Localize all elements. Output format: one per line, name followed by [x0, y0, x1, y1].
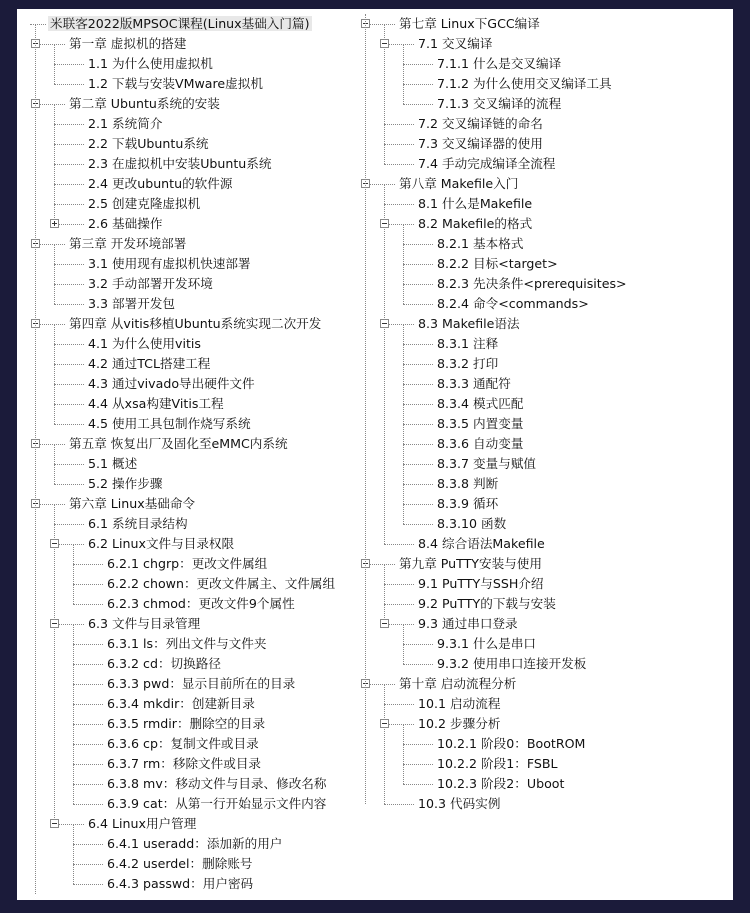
node-label: 10.2.1 阶段0：BootROM [437, 736, 586, 751]
section-node[interactable] [86, 394, 226, 414]
subsection-node[interactable] [435, 234, 525, 254]
node-label: 6.3.6 cp：复制文件或目录 [107, 736, 259, 751]
subsection-node[interactable] [435, 354, 500, 374]
section-node[interactable] [86, 614, 202, 634]
node-label: 4.1 为什么使用vitis [88, 336, 201, 351]
node-label: 8.3.10 函数 [437, 516, 507, 531]
section-node[interactable] [86, 534, 236, 554]
tree-connector [403, 344, 433, 345]
tree-connector [73, 664, 103, 665]
subsection-node[interactable] [435, 74, 614, 94]
tree-connector [403, 644, 433, 645]
tree-connector [73, 764, 103, 765]
section-node[interactable] [416, 114, 545, 134]
section-node[interactable] [86, 514, 190, 534]
node-label: 10.2 步骤分析 [418, 716, 501, 731]
node-label: 3.1 使用现有虚拟机快速部署 [88, 256, 251, 271]
collapse-icon[interactable] [50, 619, 59, 628]
section-node[interactable] [86, 254, 253, 274]
section-node[interactable] [86, 814, 198, 834]
collapse-icon[interactable] [380, 619, 389, 628]
tree-connector [73, 844, 103, 845]
subsection-node[interactable] [435, 634, 538, 654]
node-label: 2.5 创建克隆虚拟机 [88, 196, 201, 211]
subsection-node[interactable] [435, 494, 500, 514]
node-label: 8.2.3 先决条件<prerequisites> [437, 276, 627, 291]
section-node[interactable] [86, 294, 177, 314]
node-label: 6.2 Linux文件与目录权限 [88, 536, 235, 551]
subsection-node[interactable] [435, 334, 500, 354]
tree-root-line [365, 14, 366, 804]
collapse-icon[interactable] [50, 819, 59, 828]
section-node[interactable] [86, 174, 234, 194]
tree-branch-line [54, 244, 55, 304]
section-node[interactable] [416, 154, 557, 174]
section-node[interactable] [416, 314, 522, 334]
chapter-node[interactable] [397, 674, 518, 694]
subsection-node[interactable] [105, 854, 255, 874]
tree-connector [403, 264, 433, 265]
section-node[interactable] [416, 534, 547, 554]
tree-connector [54, 364, 84, 365]
tree-connector [403, 784, 433, 785]
tree-connector [403, 764, 433, 765]
tree-connector [54, 124, 84, 125]
section-node[interactable] [416, 714, 502, 734]
tree-connector [403, 244, 433, 245]
tree-connector [403, 664, 433, 665]
node-label: 6.3.9 cat：从第一行开始显示文件内容 [107, 796, 327, 811]
node-label: 5.2 操作步骤 [88, 476, 163, 491]
node-label: 2.2 下载Ubuntu系统 [88, 136, 209, 151]
section-node[interactable] [416, 574, 545, 594]
node-label: 6.4 Linux用户管理 [88, 816, 197, 831]
node-label: 8.2.1 基本格式 [437, 236, 524, 251]
node-label: 8.3.1 注释 [437, 336, 499, 351]
section-node[interactable] [416, 794, 502, 814]
tree-connector [403, 744, 433, 745]
tree-connector [54, 424, 84, 425]
tree-connector [54, 304, 84, 305]
node-label: 第一章 虚拟机的搭建 [69, 36, 187, 51]
node-label: 6.3.1 ls：列出文件与文件夹 [107, 636, 267, 651]
tree-connector [384, 204, 414, 205]
section-node[interactable] [86, 374, 257, 394]
tree-branch-line [73, 624, 74, 804]
collapse-icon[interactable] [380, 219, 389, 228]
tree-branch-line [403, 724, 404, 784]
node-label: 8.2 Makefile的格式 [418, 216, 533, 231]
tree-connector [403, 384, 433, 385]
node-label: 9.1 PuTTY与SSH介绍 [418, 576, 544, 591]
subsection-node[interactable] [435, 734, 587, 754]
subsection-node[interactable] [435, 454, 538, 474]
tree-branch-line [384, 684, 385, 804]
tree-connector [54, 284, 84, 285]
node-label: 第十章 启动流程分析 [399, 676, 517, 691]
subsection-node[interactable] [435, 54, 563, 74]
section-node[interactable] [416, 194, 534, 214]
tree-connector [403, 424, 433, 425]
tree-connector [403, 304, 433, 305]
tree-connector [384, 144, 414, 145]
subsection-node[interactable] [105, 694, 257, 714]
node-label: 6.1 系统目录结构 [88, 516, 188, 531]
tree-connector [384, 804, 414, 805]
node-label: 2.3 在虚拟机中安装Ubuntu系统 [88, 156, 272, 171]
node-label: 6.2.3 chmod：更改文件9个属性 [107, 596, 295, 611]
tree-root-line [35, 24, 36, 894]
node-label: 9.3 通过串口登录 [418, 616, 518, 631]
tree-connector [54, 144, 84, 145]
node-label: 1.2 下载与安装VMware虚拟机 [88, 76, 263, 91]
tree-connector [73, 644, 103, 645]
tree-connector [54, 344, 84, 345]
node-label: 8.3.5 内置变量 [437, 416, 524, 431]
node-label: 第二章 Ubuntu系统的安装 [69, 96, 220, 111]
node-label: 8.3.9 循环 [437, 496, 499, 511]
node-label: 9.3.2 使用串口连接开发板 [437, 656, 587, 671]
node-label: 7.4 手动完成编译全流程 [418, 156, 556, 171]
subsection-node[interactable] [435, 254, 560, 274]
tree-connector [384, 544, 414, 545]
node-label: 6.4.1 useradd：添加新的用户 [107, 836, 283, 851]
tree-connector [403, 284, 433, 285]
tree-connector [54, 164, 84, 165]
node-label: 8.2.4 命令<commands> [437, 296, 589, 311]
tree-connector [403, 504, 433, 505]
node-label: 8.2.2 目标<target> [437, 256, 558, 271]
chapter-node[interactable] [67, 434, 290, 454]
node-label: 6.3.2 cd：切换路径 [107, 656, 221, 671]
tree-connector [73, 724, 103, 725]
tree-connector [73, 744, 103, 745]
tree-connector [384, 584, 414, 585]
subsection-node[interactable] [105, 874, 255, 894]
chapter-node[interactable] [67, 34, 188, 54]
node-label: 3.3 部署开发包 [88, 296, 176, 311]
tree-connector [54, 184, 84, 185]
tree-connector [73, 884, 103, 885]
subsection-node[interactable] [105, 654, 223, 674]
subsection-node[interactable] [435, 514, 508, 534]
node-label: 第五章 恢复出厂及固化至eMMC内系统 [69, 436, 288, 451]
collapse-icon[interactable] [380, 39, 389, 48]
tree-connector [73, 604, 103, 605]
tree-connector [54, 384, 84, 385]
tree-branch-line [73, 824, 74, 884]
tree-connector [384, 164, 414, 165]
node-label: 8.1 什么是Makefile [418, 196, 533, 211]
node-label: 7.1.3 交叉编译的流程 [437, 96, 562, 111]
tree-connector [73, 684, 103, 685]
subsection-node[interactable] [105, 574, 337, 594]
tree-connector [403, 524, 433, 525]
node-label: 7.2 交叉编译链的命名 [418, 116, 543, 131]
tree-connector [54, 204, 84, 205]
tree-branch-line [73, 544, 74, 604]
tree-connector [54, 484, 84, 485]
tree-connector [54, 464, 84, 465]
section-node[interactable] [416, 34, 494, 54]
node-label: 第四章 从vitis移植Ubuntu系统实现二次开发 [69, 316, 322, 331]
chapter-node[interactable] [67, 94, 222, 114]
section-node[interactable] [86, 54, 215, 74]
subsection-node[interactable] [435, 774, 566, 794]
node-label: 3.2 手动部署开发环境 [88, 276, 213, 291]
chapter-node[interactable] [397, 14, 542, 34]
expand-icon[interactable] [50, 219, 59, 228]
node-label: 8.3.8 判断 [437, 476, 499, 491]
tree-branch-line [403, 44, 404, 104]
node-label: 4.5 使用工具包制作烧写系统 [88, 416, 251, 431]
subsection-node[interactable] [435, 374, 513, 394]
section-node[interactable] [86, 154, 273, 174]
tree-connector [73, 784, 103, 785]
chapter-node[interactable] [397, 174, 520, 194]
tree-connector [403, 104, 433, 105]
subsection-node[interactable] [105, 554, 269, 574]
node-label: 4.3 通过vivado导出硬件文件 [88, 376, 255, 391]
tree-connector [73, 704, 103, 705]
node-label: 6.3.3 pwd：显示目前所在的目录 [107, 676, 296, 691]
chapter-node[interactable] [67, 314, 323, 334]
node-label: 4.2 通过TCL搭建工程 [88, 356, 211, 371]
section-node[interactable] [86, 454, 139, 474]
tree-connector [54, 64, 84, 65]
section-node[interactable] [416, 614, 520, 634]
tree-connector [384, 704, 414, 705]
tree-connector [73, 584, 103, 585]
tree-connector [384, 124, 414, 125]
node-label: 10.2.2 阶段1：FSBL [437, 756, 558, 771]
chapter-node[interactable] [67, 234, 188, 254]
node-label: 5.1 概述 [88, 456, 138, 471]
tree-connector [403, 444, 433, 445]
tree-connector [403, 404, 433, 405]
subsection-node[interactable] [435, 654, 588, 674]
section-node[interactable] [416, 694, 502, 714]
subsection-node[interactable] [105, 754, 263, 774]
subsection-node[interactable] [435, 474, 500, 494]
tree-connector [73, 564, 103, 565]
tree-connector [384, 604, 414, 605]
collapse-icon[interactable] [50, 539, 59, 548]
section-node[interactable] [86, 114, 164, 134]
subsection-node[interactable] [105, 674, 297, 694]
section-node[interactable] [86, 74, 265, 94]
subsection-node[interactable] [435, 394, 525, 414]
node-label: 第三章 开发环境部署 [69, 236, 187, 251]
node-label: 8.3.3 通配符 [437, 376, 511, 391]
node-label: 6.3 文件与目录管理 [88, 616, 201, 631]
node-label: 1.1 为什么使用虚拟机 [88, 56, 213, 71]
node-label: 10.1 启动流程 [418, 696, 501, 711]
tree-branch-line [384, 564, 385, 624]
section-node[interactable] [86, 214, 164, 234]
tree-connector [403, 64, 433, 65]
tree-root-title[interactable] [48, 14, 312, 34]
tree-connector [54, 404, 84, 405]
node-label: 米联客2022版MPSOC课程(Linux基础入门篇) [50, 16, 310, 31]
node-label: 7.1.2 为什么使用交叉编译工具 [437, 76, 612, 91]
node-label: 9.2 PuTTY的下载与安装 [418, 596, 556, 611]
node-label: 8.3 Makefile语法 [418, 316, 520, 331]
node-label: 4.4 从xsa构建Vitis工程 [88, 396, 224, 411]
subsection-node[interactable] [105, 594, 297, 614]
subsection-node[interactable] [435, 414, 525, 434]
node-label: 6.2.2 chown：更改文件属主、文件属组 [107, 576, 336, 591]
node-label: 7.1 交叉编译 [418, 36, 493, 51]
subsection-node[interactable] [435, 294, 591, 314]
tree-connector [403, 484, 433, 485]
node-label: 第八章 Makefile入门 [399, 176, 519, 191]
node-label: 6.3.5 rmdir：删除空的目录 [107, 716, 266, 731]
section-node[interactable] [86, 474, 164, 494]
collapse-icon[interactable] [380, 719, 389, 728]
subsection-node[interactable] [105, 734, 261, 754]
node-label: 8.3.2 打印 [437, 356, 499, 371]
subsection-node[interactable] [105, 634, 268, 654]
tree-connector [54, 524, 84, 525]
subsection-node[interactable] [105, 774, 329, 794]
node-label: 7.1.1 什么是交叉编译 [437, 56, 562, 71]
node-label: 6.4.2 userdel：删除账号 [107, 856, 253, 871]
node-label: 8.3.4 模式匹配 [437, 396, 524, 411]
tree-connector [403, 464, 433, 465]
collapse-icon[interactable] [380, 319, 389, 328]
tree-branch-line [54, 324, 55, 424]
subsection-node[interactable] [105, 714, 267, 734]
node-label: 第六章 Linux基础命令 [69, 496, 196, 511]
tree-connector [30, 24, 46, 25]
node-label: 6.4.3 passwd：用户密码 [107, 876, 254, 891]
tree-connector [73, 804, 103, 805]
tree-connector [403, 84, 433, 85]
subsection-node[interactable] [105, 794, 328, 814]
chapter-node[interactable] [67, 494, 197, 514]
subsection-node[interactable] [105, 834, 284, 854]
node-label: 10.2.3 阶段2：Uboot [437, 776, 565, 791]
tree-branch-line [384, 184, 385, 544]
section-node[interactable] [416, 134, 545, 154]
section-node[interactable] [86, 334, 203, 354]
node-label: 8.4 综合语法Makefile [418, 536, 545, 551]
section-node[interactable] [86, 194, 202, 214]
node-label: 9.3.1 什么是串口 [437, 636, 537, 651]
subsection-node[interactable] [435, 434, 525, 454]
outline-panel [17, 9, 733, 900]
section-node[interactable] [416, 594, 558, 614]
node-label: 2.1 系统简介 [88, 116, 163, 131]
section-node[interactable] [86, 414, 253, 434]
tree-connector [403, 364, 433, 365]
section-node[interactable] [86, 274, 215, 294]
subsection-node[interactable] [435, 274, 629, 294]
tree-connector [54, 84, 84, 85]
node-label: 6.3.4 mkdir：创建新目录 [107, 696, 255, 711]
node-label: 6.3.7 rm：移除文件或目录 [107, 756, 262, 771]
subsection-node[interactable] [435, 754, 560, 774]
node-label: 第九章 PuTTY安装与使用 [399, 556, 542, 571]
section-node[interactable] [416, 214, 534, 234]
node-label: 6.3.8 mv：移动文件与目录、修改名称 [107, 776, 327, 791]
section-node[interactable] [86, 354, 212, 374]
node-label: 2.6 基础操作 [88, 216, 163, 231]
node-label: 2.4 更改ubuntu的软件源 [88, 176, 233, 191]
node-label: 8.3.7 变量与赋值 [437, 456, 537, 471]
tree-connector [73, 864, 103, 865]
node-label: 第七章 Linux下GCC编译 [399, 16, 540, 31]
chapter-node[interactable] [397, 554, 544, 574]
tree-connector [54, 264, 84, 265]
node-label: 7.3 交叉编译器的使用 [418, 136, 543, 151]
tree-branch-line [54, 504, 55, 824]
subsection-node[interactable] [435, 94, 563, 114]
node-label: 8.3.6 自动变量 [437, 436, 524, 451]
node-label: 10.3 代码实例 [418, 796, 501, 811]
section-node[interactable] [86, 134, 211, 154]
node-label: 6.2.1 chgrp：更改文件属组 [107, 556, 268, 571]
